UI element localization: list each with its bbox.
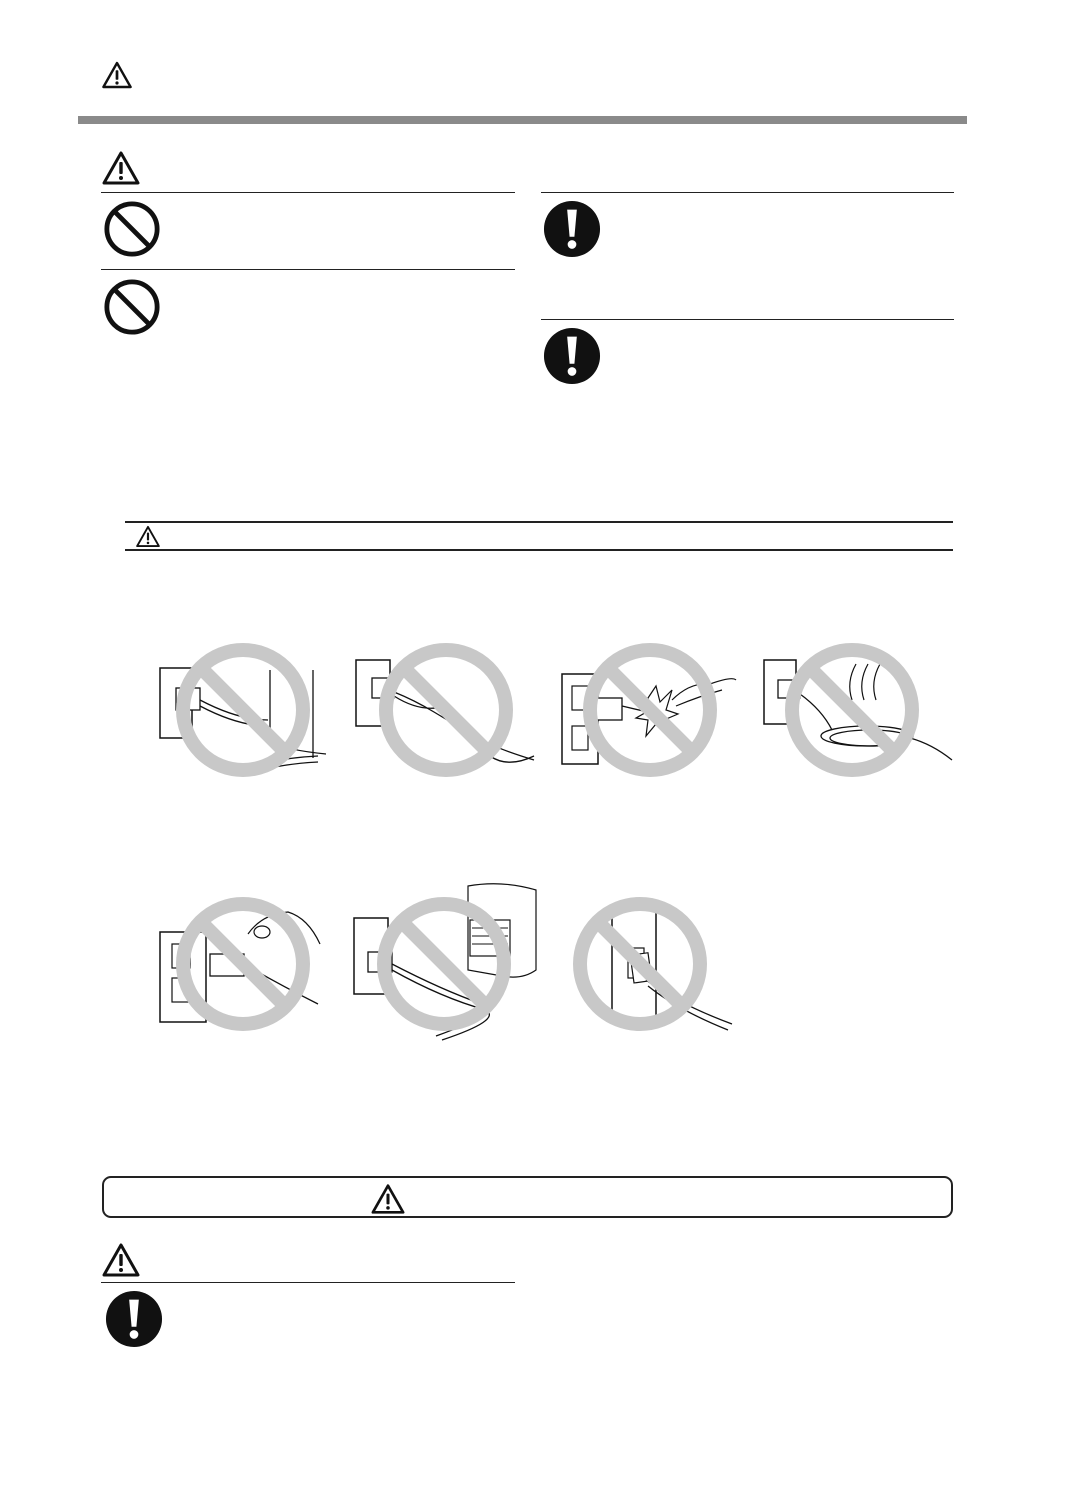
warning-triangle-icon — [101, 60, 133, 90]
warning-triangle-icon — [101, 1242, 141, 1278]
divider — [125, 549, 953, 551]
section-banner — [102, 1176, 953, 1218]
cord-pinched-illustration — [158, 640, 328, 782]
divider — [125, 521, 953, 523]
divider — [101, 269, 515, 270]
cord-near-heater-illustration — [352, 880, 538, 1042]
cord-bundled-illustration — [752, 640, 954, 782]
cord-twisted-illustration — [354, 640, 536, 782]
prohibition-icon — [103, 200, 161, 258]
loose-outlet-illustration — [568, 894, 734, 1036]
mandatory-exclamation-icon — [543, 327, 601, 385]
cord-pulled-sparking-illustration — [560, 640, 740, 782]
mandatory-exclamation-icon — [105, 1290, 163, 1348]
wet-hands-plug-illustration — [158, 894, 328, 1036]
section-rule — [78, 116, 967, 124]
warning-triangle-icon — [369, 1183, 407, 1215]
divider — [101, 1282, 515, 1283]
prohibition-icon — [103, 278, 161, 336]
divider — [101, 192, 515, 193]
warning-triangle-icon — [135, 525, 161, 548]
divider — [541, 319, 954, 320]
mandatory-exclamation-icon — [543, 200, 601, 258]
divider — [541, 192, 954, 193]
warning-triangle-icon — [101, 150, 141, 186]
